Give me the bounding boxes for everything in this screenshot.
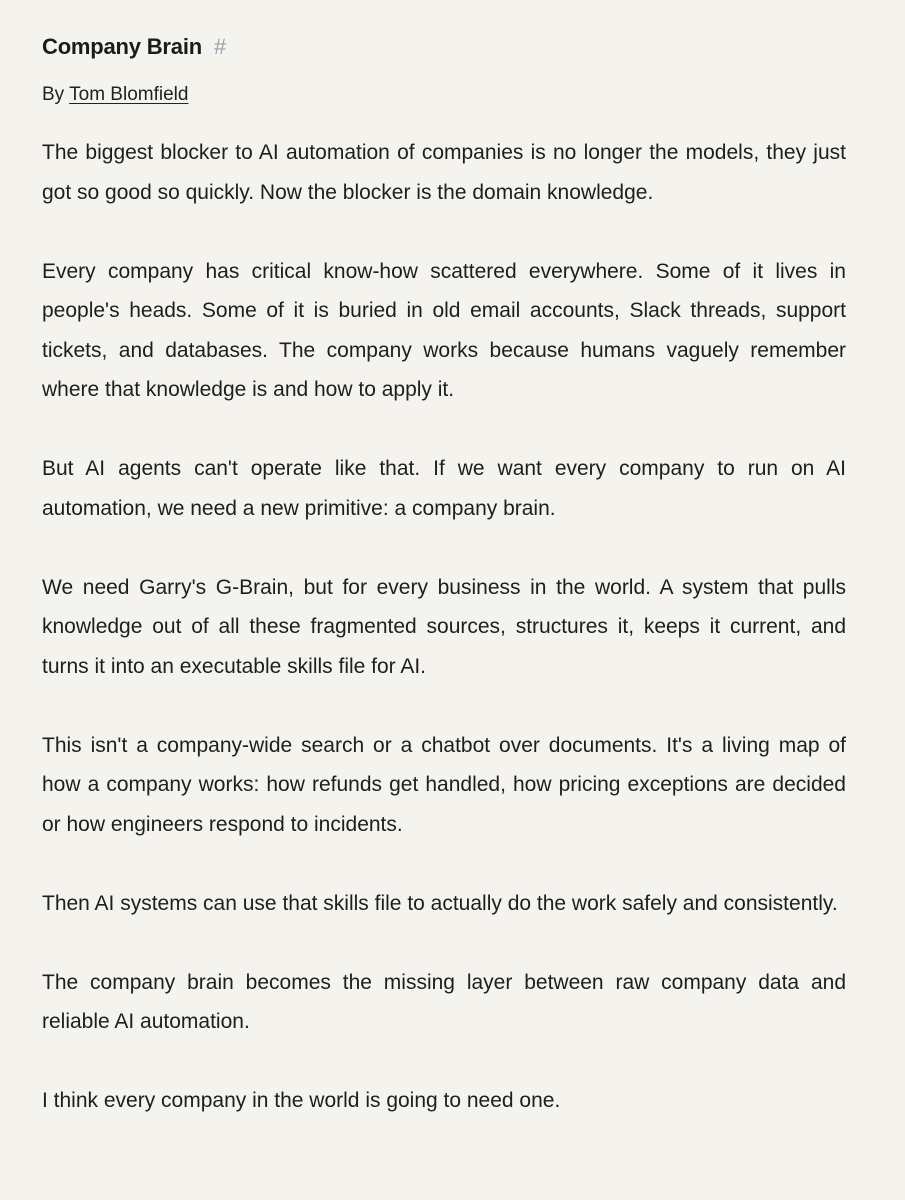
byline — [42, 82, 846, 108]
article-body — [42, 133, 846, 1121]
article-title: Company Brain — [42, 34, 202, 59]
heading-anchor-link[interactable]: # — [213, 34, 227, 59]
paragraph-4: We need Garry's G-Brain, but for every business in the world. A system that pulls knowledge out of all these fragmented sources, structures it, keeps it current, and turns it into an executable skills file for AI. — [42, 575, 846, 678]
paragraph-3: But AI agents can't operate like that. If we want every company to run on AI automation, we need a new primitive: a company brain. — [42, 457, 846, 520]
paragraph-5: This isn't a company-wide search or a chatbot over documents. It's a living map of how a company works: how refunds get handled, how pricing exceptions are decided or how engineers respond to incidents. — [42, 733, 846, 836]
byline-prefix: By — [42, 84, 65, 105]
article — [42, 34, 846, 1160]
title-row — [42, 34, 846, 68]
paragraph-6: Then AI systems can use that skills file to actually do the work safely and consistently. — [42, 891, 838, 915]
paragraph-2: Every company has critical know-how scattered everywhere. Some of it lives in people's heads. Some of it is buried in old email accounts, Slack threads, support tickets, and databases. The company works because humans vaguely remember where that knowledge is and how to apply it. — [42, 259, 846, 401]
paragraph-1: The biggest blocker to AI automation of companies is no longer the models, they just got so good so quickly. Now the blocker is the domain knowledge. — [42, 141, 846, 204]
paragraph-8: I think every company in the world is going to need one. — [42, 1089, 561, 1112]
author-link[interactable]: Tom Blomfield — [69, 84, 189, 105]
paragraph-7: The company brain becomes the missing layer between raw company data and reliable AI automation. — [42, 970, 846, 1033]
